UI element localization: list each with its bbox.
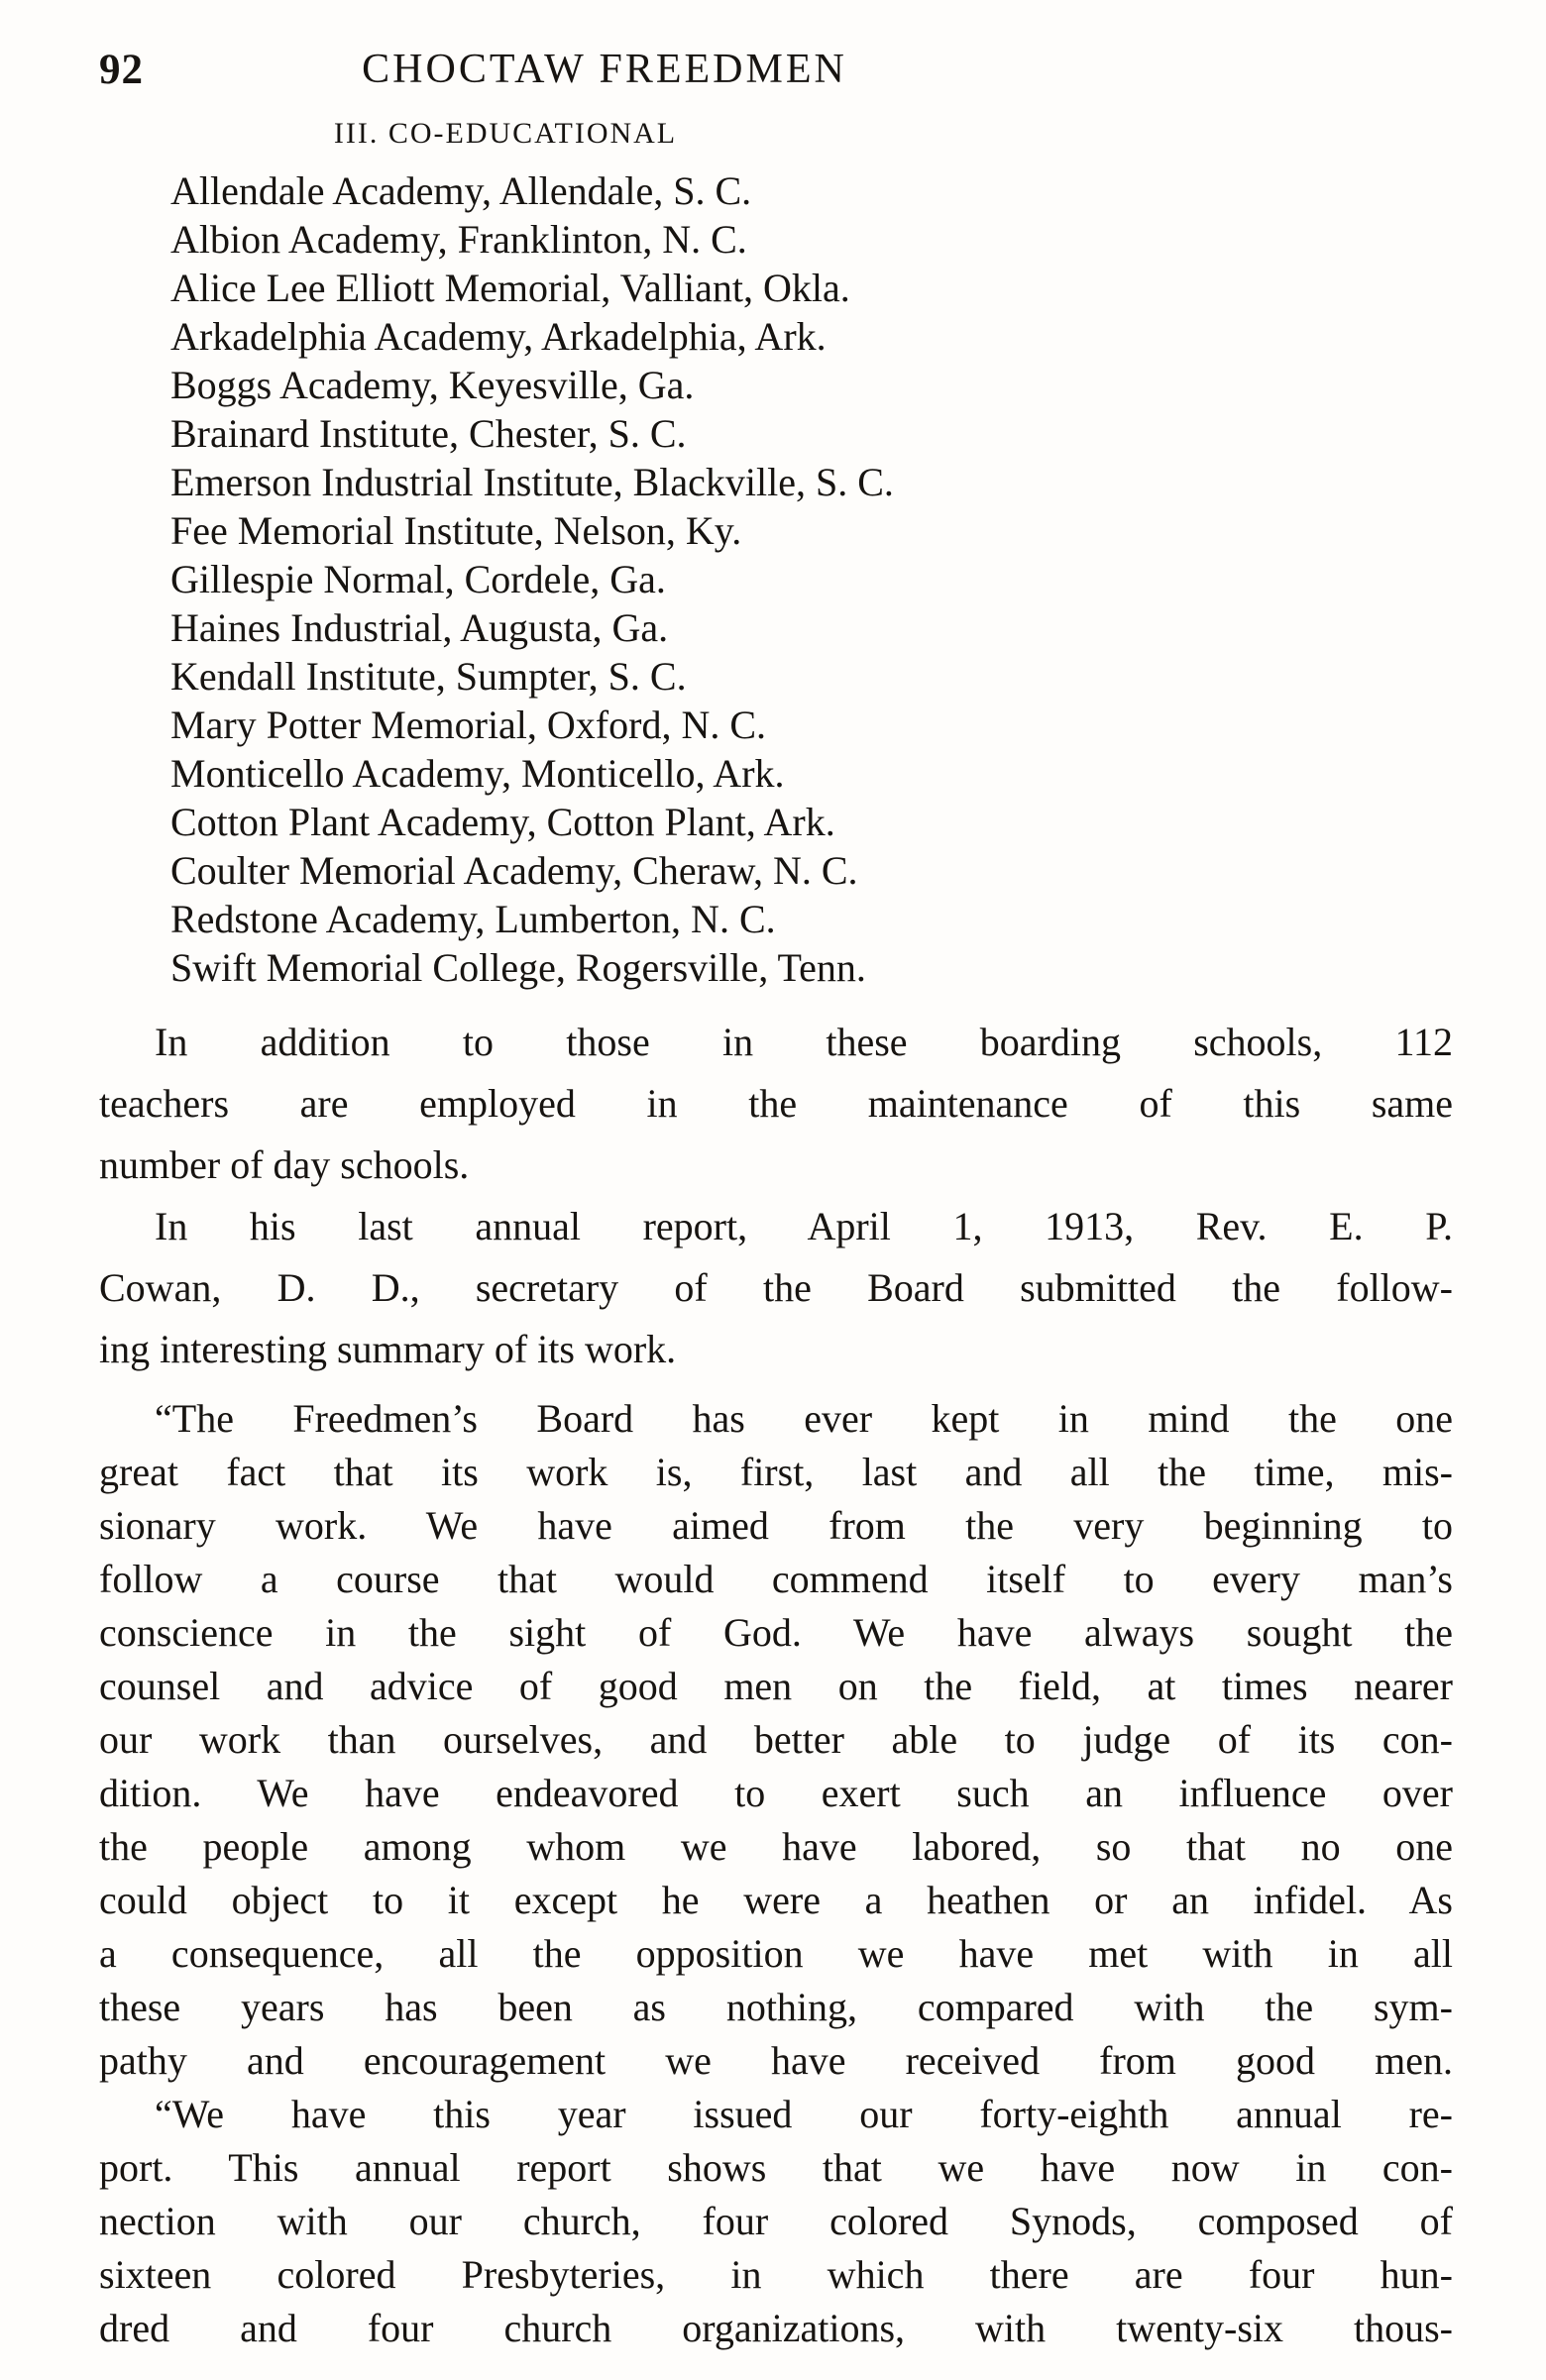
text-line: a consequence, all the opposition we have met with in all	[99, 1931, 1453, 1976]
text-line: these years has been as nothing, compared with the sym-	[99, 1985, 1453, 2029]
paragraph	[99, 2088, 1453, 2355]
text-line: dition. We have endeavored to exert such an influence over	[99, 1771, 1453, 1815]
text-line: In his last annual report, April 1, 1913, Rev. E. P.	[155, 1204, 1453, 1248]
school-list-item: Coulter Memorial Academy, Cheraw, N. C.	[170, 848, 858, 893]
school-list	[170, 166, 1453, 992]
page-title: CHOCTAW FREEDMEN	[362, 47, 847, 92]
school-list-item: Kendall Institute, Sumpter, S. C.	[170, 654, 687, 699]
text-line: could object to it except he were a heathen or an infidel. As	[99, 1878, 1453, 1922]
text-line: counsel and advice of good men on the field, at times nearer	[99, 1664, 1453, 1708]
page-header	[99, 46, 1453, 103]
text-line: In addition to those in these boarding schools, 112	[155, 1020, 1453, 1064]
text-line: teachers are employed in the maintenance of this same	[99, 1081, 1453, 1126]
school-list-item: Mary Potter Memorial, Oxford, N. C.	[170, 703, 767, 747]
paragraph	[99, 1392, 1453, 2088]
school-list-item: Allendale Academy, Allendale, S. C.	[170, 168, 752, 213]
section-heading: III. CO-EDUCATIONAL	[333, 117, 678, 150]
text-line: port. This annual report shows that we have now in con-	[99, 2145, 1453, 2190]
school-list-item: Redstone Academy, Lumberton, N. C.	[170, 897, 776, 941]
text-line: “We have this year issued our forty-eighth annual re-	[155, 2092, 1453, 2136]
title-band	[99, 46, 1110, 93]
school-list-item: Boggs Academy, Keyesville, Ga.	[170, 363, 695, 407]
text-line: pathy and encouragement we have received from good men.	[99, 2038, 1453, 2083]
text-line: sionary work. We have aimed from the very beginning to	[99, 1503, 1453, 1548]
text-line: conscience in the sight of God. We have always sought the	[99, 1610, 1453, 1655]
school-list-item: Fee Memorial Institute, Nelson, Ky.	[170, 508, 742, 553]
school-list-item: Cotton Plant Academy, Cotton Plant, Ark.	[170, 800, 835, 844]
page-number: 92	[99, 47, 144, 93]
text-line: ing interesting summary of its work.	[99, 1327, 677, 1371]
text-line: “The Freedmen’s Board has ever kept in mind the one	[155, 1396, 1453, 1441]
text-line: follow a course that would commend itself to every man’s	[99, 1557, 1453, 1601]
school-list-item: Brainard Institute, Chester, S. C.	[170, 411, 687, 456]
text-line: sixteen colored Presbyteries, in which there are four hun-	[99, 2252, 1453, 2297]
school-list-item: Emerson Industrial Institute, Blackville, S. C.	[170, 460, 894, 504]
text-line: our work than ourselves, and better able to judge of its con-	[99, 1717, 1453, 1762]
text-line: dred and four church organizations, with twenty-six thous-	[99, 2306, 1453, 2350]
school-list-item: Gillespie Normal, Cordele, Ga.	[170, 557, 666, 601]
section-heading-band	[99, 117, 912, 159]
text-line: Cowan, D. D., secretary of the Board submitted the follow-	[99, 1265, 1453, 1310]
body-paragraphs	[99, 1012, 1453, 2355]
school-list-item: Arkadelphia Academy, Arkadelphia, Ark.	[170, 314, 827, 359]
school-list-item: Haines Industrial, Augusta, Ga.	[170, 605, 669, 650]
text-line: great fact that its work is, first, last and all the time, mis-	[99, 1450, 1453, 1494]
school-list-item: Swift Memorial College, Rogersville, Tenn.	[170, 945, 866, 990]
school-list-item: Monticello Academy, Monticello, Ark.	[170, 751, 785, 796]
school-list-item: Alice Lee Elliott Memorial, Valliant, Okla.	[170, 266, 850, 310]
text-line: number of day schools.	[99, 1142, 470, 1187]
paragraph	[99, 1012, 1453, 1196]
text-line: the people among whom we have labored, so that no one	[99, 1824, 1453, 1869]
paragraph	[99, 1196, 1453, 1380]
school-list-item: Albion Academy, Franklinton, N. C.	[170, 217, 747, 262]
text-line: nection with our church, four colored Synods, composed of	[99, 2199, 1453, 2243]
